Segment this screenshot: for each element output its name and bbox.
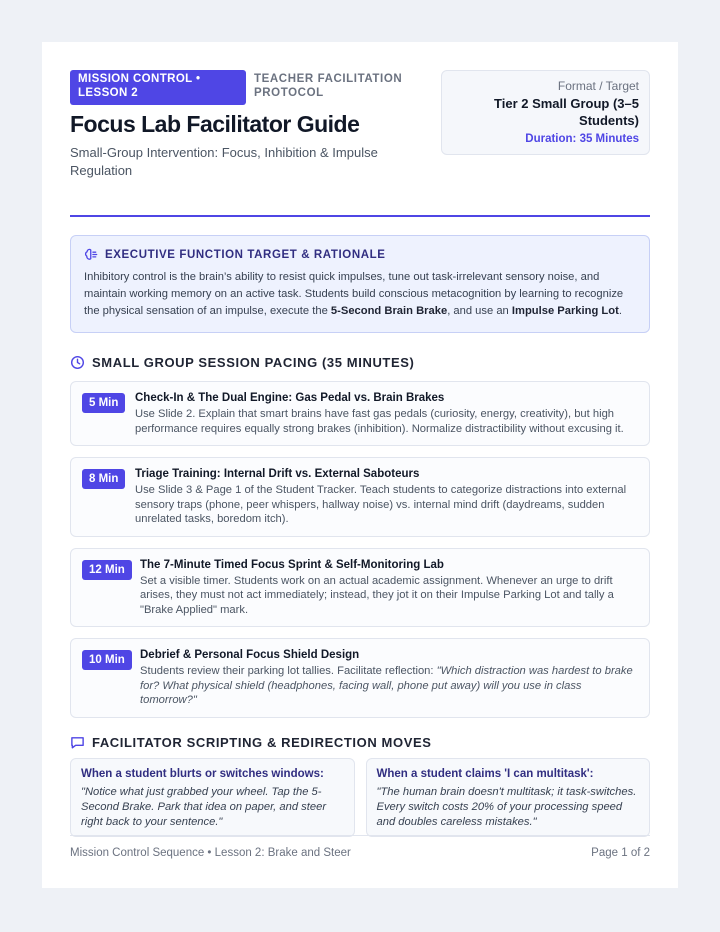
rationale-text: . bbox=[618, 305, 622, 318]
pacing-section-header bbox=[70, 355, 650, 370]
pacing-item-title: The 7-Minute Timed Focus Sprint & Self-Monitoring Lab bbox=[140, 558, 444, 571]
brain-icon bbox=[84, 247, 99, 262]
page-title: Focus Lab Facilitator Guide bbox=[70, 111, 360, 137]
pacing-item-title: Debrief & Personal Focus Shield Design bbox=[140, 649, 360, 661]
page-footer bbox=[70, 835, 650, 859]
rationale-text: , and use an bbox=[447, 305, 512, 318]
page-subtitle: Small-Group Intervention: Focus, Inhibition & Impulse Regulation bbox=[70, 145, 378, 178]
script-card-quote: "Notice what just grabbed your wheel. Tap the 5-Second Brake. Park that idea on paper, and steer right back to your sentence." bbox=[81, 785, 327, 828]
pacing-item bbox=[70, 638, 650, 718]
guide-page bbox=[42, 42, 678, 888]
pacing-item bbox=[70, 548, 650, 628]
protocol-label: TEACHER FACILITATION PROTOCOL bbox=[254, 73, 403, 99]
parking-lot-term: Impulse Parking Lot bbox=[511, 305, 619, 318]
chat-icon bbox=[70, 735, 85, 750]
pacing-item-desc: Use Slide 2. Explain that smart brains have fast gas pedals (curiosity, energy, creativity), but high performance requires equally strong brakes (inhibition). Normalize distractibility without excusing it. bbox=[135, 408, 624, 435]
clock-icon bbox=[70, 355, 85, 370]
page-number: Page 1 of 2 bbox=[591, 847, 650, 859]
page-header bbox=[70, 70, 650, 216]
lesson-badge: MISSION CONTROL • LESSON 2 bbox=[70, 70, 246, 105]
time-badge: 12 Min bbox=[82, 560, 132, 580]
format-label: Format / Target bbox=[557, 79, 639, 93]
scripting-cards bbox=[70, 758, 650, 837]
pacing-item-desc: Use Slide 3 & Page 1 of the Student Tracker. Teach students to categorize distractions into external sensory traps (phone, peer whispers, hallway noise) vs. internal mind drift (daydreams, sudden unrelated tasks, boredom itch). bbox=[135, 484, 627, 525]
format-duration: Duration: 35 Minutes bbox=[525, 133, 639, 145]
rationale-body bbox=[84, 269, 636, 321]
pacing-item bbox=[70, 381, 650, 446]
brain-brake-term: 5-Second Brain Brake bbox=[330, 305, 448, 318]
time-badge: 8 Min bbox=[82, 469, 125, 489]
pacing-item-desc-text: Students review their parking lot tallies. Facilitate reflection: bbox=[140, 665, 437, 677]
pacing-item-title: Triage Training: Internal Drift vs. External Saboteurs bbox=[135, 468, 420, 480]
rationale-panel bbox=[70, 235, 650, 333]
pacing-item bbox=[70, 457, 650, 537]
script-card bbox=[366, 758, 651, 837]
format-card bbox=[441, 70, 650, 155]
pacing-item-desc: Set a visible timer. Students work on an actual academic assignment. Whenever an urge to drift arises, they must not act immediately; instead, they jot it on their Impulse Parking Lot and tally a "Brake Applied" mark. bbox=[140, 574, 614, 616]
rationale-title: EXECUTIVE FUNCTION TARGET & RATIONALE bbox=[105, 248, 386, 261]
reflection-question: "Which distraction was hardest to brake for? What physical shield (headphones, facing wall, phone put away) will you use in class tomorrow?" bbox=[140, 665, 633, 706]
script-card-title: When a student claims 'I can multitask': bbox=[376, 767, 594, 780]
rationale-text: Inhibitory control is the brain’s ability to resist quick impulses, tune out task-irrelevant sensory noise, and maintain working memory on an active task. Students build conscious metacognition by learning to recognize the physical sensation of an impulse, execute the bbox=[84, 271, 624, 318]
format-value: Tier 2 Small Group (3–5 Students) bbox=[494, 96, 639, 128]
script-card-quote: "The human brain doesn't multitask; it task-switches. Every switch costs 20% of your processing speed and doubles careless mistakes." bbox=[376, 785, 637, 828]
footer-sequence: Mission Control Sequence • Lesson 2: Brake and Steer bbox=[70, 847, 351, 859]
script-card-title: When a student blurts or switches windows: bbox=[81, 767, 324, 780]
script-card bbox=[70, 758, 355, 837]
pacing-item-title: Check-In & The Dual Engine: Gas Pedal vs. Brain Brakes bbox=[135, 392, 445, 404]
rationale-header bbox=[84, 247, 636, 262]
time-badge: 5 Min bbox=[82, 393, 125, 413]
scripting-section-header bbox=[70, 735, 650, 750]
scripting-title: FACILITATOR SCRIPTING & REDIRECTION MOVES bbox=[92, 734, 432, 750]
time-badge: 10 Min bbox=[82, 650, 132, 670]
pacing-item-desc bbox=[140, 664, 637, 708]
pacing-title: SMALL GROUP SESSION PACING (35 MINUTES) bbox=[92, 355, 415, 370]
